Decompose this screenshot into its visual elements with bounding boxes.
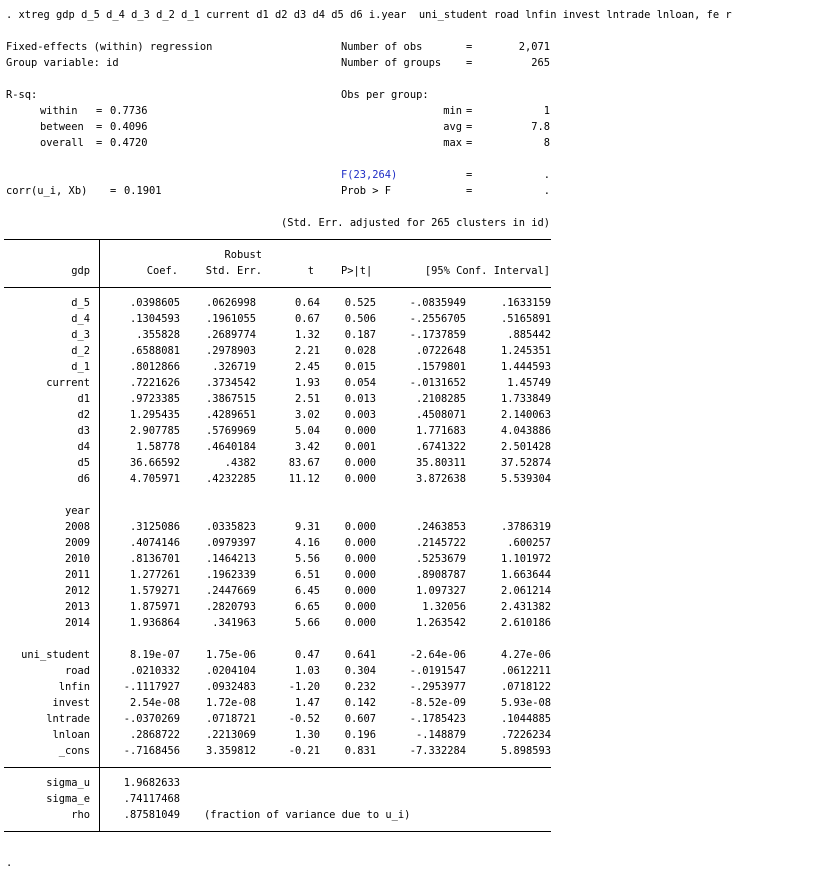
cell-p: 0.000 [344,521,376,533]
cell-name: d_1 [71,361,90,373]
cell-hi: .1633159 [500,297,551,309]
cell-p: 0.641 [344,649,376,661]
cell-name: d6 [77,473,90,485]
rsq-label: R-sq: [6,89,38,101]
cell-se: 3.359812 [205,745,256,757]
min-label: min [443,105,462,117]
cell-hi: 2.610186 [500,617,551,629]
cell-t: 1.03 [294,665,320,677]
avg-value: 7.8 [531,121,550,133]
table-row [0,344,824,358]
col-p: P>|t| [341,265,373,277]
cell-hi: .0612211 [500,665,551,677]
cell-p: 0.142 [344,697,376,709]
cell-name: d_5 [71,297,90,309]
cell-p: 0.054 [344,377,376,389]
cell-hi: 1.663644 [500,569,551,581]
cell-t: 0.47 [294,649,320,661]
year-factor-label: year [64,505,90,517]
cell-t: 1.32 [294,329,320,341]
cell-p: 0.232 [344,681,376,693]
cell-se: .0204104 [205,665,256,677]
table-row [0,328,824,342]
cell-p: 0.196 [344,729,376,741]
sigma-name: rho [71,809,90,821]
cell-p: 0.015 [344,361,376,373]
cell-se: .0626998 [205,297,256,309]
cell-p: 0.000 [344,473,376,485]
cell-coef: 4.705971 [129,473,180,485]
cell-name: d_2 [71,345,90,357]
cell-t: -0.52 [288,713,320,725]
sigma-name: sigma_u [46,777,90,789]
cell-se: .0979397 [205,537,256,549]
col-coef: Coef. [146,265,178,277]
cell-lo: .1579801 [415,361,466,373]
cell-t: 2.21 [294,345,320,357]
cell-coef: .0210332 [129,665,180,677]
cell-t: 1.30 [294,729,320,741]
cell-lo: .6741322 [415,441,466,453]
cell-p: 0.001 [344,441,376,453]
cell-se: .2447669 [205,585,256,597]
cell-hi: 4.27e-06 [500,649,551,661]
cell-p: 0.000 [344,569,376,581]
prob-f-value: . [543,185,550,197]
cell-lo: 3.872638 [415,473,466,485]
cell-p: 0.525 [344,297,376,309]
cell-hi: .0718122 [500,681,551,693]
depvar-label: gdp [71,265,90,277]
max-label: max [443,137,462,149]
cell-p: 0.000 [344,585,376,597]
cell-coef: .0398605 [129,297,180,309]
cell-se: .4640184 [205,441,256,453]
cell-coef: .7221626 [129,377,180,389]
table-row [0,712,824,726]
corr-eq: = [110,185,117,197]
cell-p: 0.000 [344,553,376,565]
table-row [0,744,824,758]
cell-se: .2978903 [205,345,256,357]
cell-hi: 1.101972 [500,553,551,565]
cell-coef: -.1117927 [123,681,180,693]
cell-name: lnloan [52,729,90,741]
cell-coef: -.0370269 [123,713,180,725]
cell-hi: .7226234 [500,729,551,741]
cell-hi: 37.52874 [500,457,551,469]
cell-hi: .3786319 [500,521,551,533]
robust-label: Robust [224,249,262,261]
cell-coef: 8.19e-07 [129,649,180,661]
cell-se: .341963 [212,617,256,629]
table-bottom-rule [4,831,551,832]
cell-se: .2213069 [205,729,256,741]
cell-hi: 1.444593 [500,361,551,373]
cell-name: 2012 [64,585,90,597]
nobs-label: Number of obs [341,41,423,53]
cell-name: d1 [77,393,90,405]
ngroups-label: Number of groups [341,57,442,69]
cell-t: 2.51 [294,393,320,405]
cell-coef: .3125086 [129,521,180,533]
cell-lo: 1.771683 [415,425,466,437]
table-row [0,312,824,326]
cell-t: -0.21 [288,745,320,757]
table-row [0,568,824,582]
within-value: 0.7736 [110,105,148,117]
cell-name: 2009 [64,537,90,549]
cell-t: -1.20 [288,681,320,693]
column-header-row [0,264,824,278]
cell-hi: 2.501428 [500,441,551,453]
cell-lo: -.0191547 [409,665,466,677]
cell-hi: 5.93e-08 [500,697,551,709]
cell-t: 9.31 [294,521,320,533]
sigma-value: .74117468 [123,793,180,805]
cell-se: .1464213 [205,553,256,565]
table-top-rule [4,239,551,240]
cell-se: 1.72e-08 [205,697,256,709]
table-row [0,696,824,710]
cell-coef: .8136701 [129,553,180,565]
overall-label: overall [40,137,84,149]
cell-p: 0.607 [344,713,376,725]
cell-name: d_4 [71,313,90,325]
cell-t: 6.65 [294,601,320,613]
cell-lo: -.1737859 [409,329,466,341]
cell-lo: .2145722 [415,537,466,549]
table-row [0,456,824,470]
between-label: between [40,121,84,133]
cell-se: .0335823 [205,521,256,533]
cell-name: 2011 [64,569,90,581]
nobs-value: 2,071 [518,41,550,53]
sigma-row [0,792,824,806]
cell-name: lnfin [58,681,90,693]
cell-name: _cons [58,745,90,757]
table-row [0,600,824,614]
col-t: t [307,265,314,277]
sigma-rule [4,767,551,768]
cell-t: 3.42 [294,441,320,453]
cell-t: 1.93 [294,377,320,389]
cell-p: 0.831 [344,745,376,757]
sigma-row [0,776,824,790]
cell-coef: 36.66592 [129,457,180,469]
ngroups-value: 265 [531,57,550,69]
cell-lo: -7.332284 [409,745,466,757]
cell-coef: 1.579271 [129,585,180,597]
table-row [0,520,824,534]
cell-name: 2010 [64,553,90,565]
cell-coef: 2.54e-08 [129,697,180,709]
cell-t: 6.45 [294,585,320,597]
group-variable: Group variable: id [6,57,119,69]
table-row [0,376,824,390]
cell-hi: .5165891 [500,313,551,325]
between-eq: = [96,121,103,133]
cell-se: .2689774 [205,329,256,341]
cell-hi: 5.898593 [500,745,551,757]
cell-coef: .6588081 [129,345,180,357]
cell-lo: .8908787 [415,569,466,581]
cell-lo: .5253679 [415,553,466,565]
cell-name: lntrade [46,713,90,725]
cell-coef: 1.277261 [129,569,180,581]
table-row [0,296,824,310]
cell-t: 5.04 [294,425,320,437]
cell-p: 0.028 [344,345,376,357]
cell-se: .3734542 [205,377,256,389]
cell-se: .4289651 [205,409,256,421]
col-std-err: Std. Err. [205,265,262,277]
cell-coef: 1.295435 [129,409,180,421]
cell-se: 1.75e-06 [205,649,256,661]
sigma-row [0,808,824,822]
cell-lo: -.148879 [415,729,466,741]
cell-hi: 2.431382 [500,601,551,613]
cell-hi: .885442 [507,329,551,341]
cell-t: 83.67 [288,457,320,469]
sigma-value: .87581049 [123,809,180,821]
prob-f-eq: = [466,185,473,197]
cell-lo: 1.32056 [422,601,466,613]
cell-p: 0.187 [344,329,376,341]
cell-lo: .2463853 [415,521,466,533]
overall-eq: = [96,137,103,149]
cell-lo: 35.80311 [415,457,466,469]
cell-name: d5 [77,457,90,469]
cell-hi: 5.539304 [500,473,551,485]
f-stat-eq: = [466,169,473,181]
cell-coef: .8012866 [129,361,180,373]
avg-eq: = [466,121,473,133]
cell-lo: .0722648 [415,345,466,357]
cell-hi: 1.245351 [500,345,551,357]
cell-se: .2820793 [205,601,256,613]
cell-hi: 1.733849 [500,393,551,405]
avg-label: avg [443,121,462,133]
table-row [0,360,824,374]
cell-hi: 1.45749 [507,377,551,389]
sigma-name: sigma_e [46,793,90,805]
table-row [0,424,824,438]
cell-t: 5.56 [294,553,320,565]
cell-name: d_3 [71,329,90,341]
cell-coef: 2.907785 [129,425,180,437]
cell-name: 2008 [64,521,90,533]
cell-se: .3867515 [205,393,256,405]
cell-lo: .4508071 [415,409,466,421]
cell-se: .1962339 [205,569,256,581]
cell-t: 0.64 [294,297,320,309]
cell-hi: .600257 [507,537,551,549]
cell-lo: -.1785423 [409,713,466,725]
cell-p: 0.003 [344,409,376,421]
col-conf-interval: [95% Conf. Interval] [424,265,550,277]
cell-p: 0.000 [344,601,376,613]
cell-name: road [64,665,90,677]
table-row [0,728,824,742]
cell-lo: 1.097327 [415,585,466,597]
cell-coef: 1.936864 [129,617,180,629]
header-rule [4,287,551,288]
command-prompt[interactable]: . [6,857,13,869]
cell-coef: -.7168456 [123,745,180,757]
cell-coef: .9723385 [129,393,180,405]
within-eq: = [96,105,103,117]
corr-label: corr(u_i, Xb) [6,185,88,197]
max-value: 8 [543,137,550,149]
cell-name: current [46,377,90,389]
cell-coef: .2868722 [129,729,180,741]
cell-p: 0.000 [344,537,376,549]
between-value: 0.4096 [110,121,148,133]
cell-coef: 1.58778 [136,441,180,453]
cell-lo: -.0131652 [409,377,466,389]
table-row [0,616,824,630]
table-row [0,648,824,662]
cell-t: 2.45 [294,361,320,373]
corr-value: 0.1901 [124,185,162,197]
cell-hi: 2.140063 [500,409,551,421]
cell-se: .1961055 [205,313,256,325]
sigma-note: (fraction of variance due to u_i) [204,809,411,821]
cell-coef: 1.875971 [129,601,180,613]
min-eq: = [466,105,473,117]
min-value: 1 [543,105,550,117]
max-eq: = [466,137,473,149]
cell-t: 1.47 [294,697,320,709]
cell-p: 0.000 [344,425,376,437]
cell-t: 11.12 [288,473,320,485]
cell-se: .0932483 [205,681,256,693]
cell-se: .5769969 [205,425,256,437]
cell-name: d3 [77,425,90,437]
cell-p: 0.013 [344,393,376,405]
prob-f-label: Prob > F [341,185,392,197]
table-row [0,584,824,598]
ngroups-eq: = [466,57,473,69]
cell-lo: -2.64e-06 [409,649,466,661]
cell-se: .4382 [224,457,256,469]
cell-t: 5.66 [294,617,320,629]
table-row [0,536,824,550]
cell-name: d4 [77,441,90,453]
cell-lo: .2108285 [415,393,466,405]
table-row [0,408,824,422]
cell-name: d2 [77,409,90,421]
table-row [0,440,824,454]
cell-lo: -.2556705 [409,313,466,325]
cell-hi: 2.061214 [500,585,551,597]
table-row [0,552,824,566]
sigma-value: 1.9682633 [123,777,180,789]
cell-lo: 1.263542 [415,617,466,629]
cell-lo: -.2953977 [409,681,466,693]
cell-hi: 4.043886 [500,425,551,437]
nobs-eq: = [466,41,473,53]
cell-coef: .355828 [136,329,180,341]
cell-name: invest [52,697,90,709]
cell-name: uni_student [21,649,90,661]
cell-se: .326719 [212,361,256,373]
cluster-note: (Std. Err. adjusted for 265 clusters in id) [281,217,550,229]
cell-t: 4.16 [294,537,320,549]
cell-name: 2014 [64,617,90,629]
cell-coef: .4074146 [129,537,180,549]
cell-p: 0.000 [344,617,376,629]
cell-t: 6.51 [294,569,320,581]
cell-p: 0.000 [344,457,376,469]
command-line: . xtreg gdp d_5 d_4 d_3 d_2 d_1 current d1 d2 d3 d4 d5 d6 i.year uni_student road lnfin invest lntrade lnloan, fe r [6,9,732,21]
table-row [0,472,824,486]
f-stat-value: . [543,169,550,181]
table-row [0,392,824,406]
f-stat-label: F(23,264) [341,169,398,181]
cell-p: 0.506 [344,313,376,325]
cell-name: 2013 [64,601,90,613]
cell-se: .4232285 [205,473,256,485]
cell-t: 3.02 [294,409,320,421]
within-label: within [40,105,78,117]
model-title: Fixed-effects (within) regression [6,41,213,53]
cell-p: 0.304 [344,665,376,677]
table-row [0,664,824,678]
cell-coef: .1304593 [129,313,180,325]
obs-per-group-label: Obs per group: [341,89,429,101]
cell-lo: -.0835949 [409,297,466,309]
cell-t: 0.67 [294,313,320,325]
cell-se: .0718721 [205,713,256,725]
cell-lo: -8.52e-09 [409,697,466,709]
overall-value: 0.4720 [110,137,148,149]
cell-hi: .1044885 [500,713,551,725]
table-row [0,680,824,694]
